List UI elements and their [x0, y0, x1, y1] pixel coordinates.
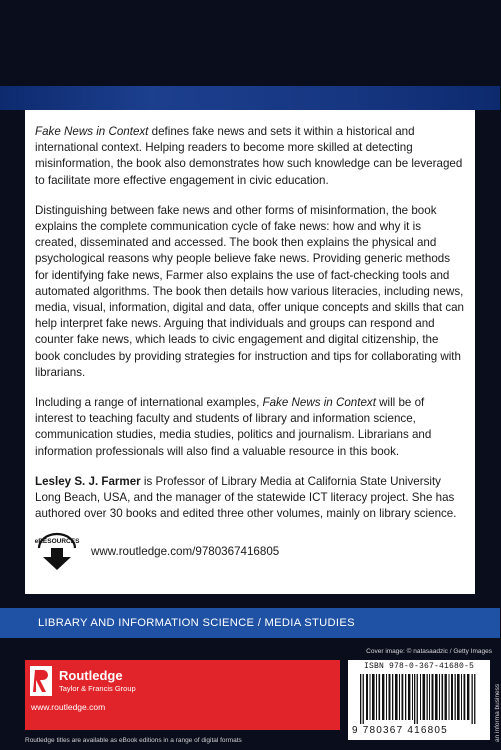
- cover-blue-stripe: [0, 86, 500, 110]
- routledge-logo-icon: [30, 666, 52, 696]
- barcode-digit-rest: 780367 416805: [362, 725, 448, 736]
- book-title-inline: Fake News in Context: [262, 396, 376, 410]
- cover-top-band: [0, 0, 500, 86]
- publisher-box: [25, 660, 340, 730]
- blurb-paragraph-3: [35, 395, 465, 460]
- blurb-text: defines fake news and sets it within a historical and international context. Helping readers to become more skilled at detecting misinformation, the book also demonstrates how such knowledge can be leveraged to facilitate more effective engagement in civic education.: [35, 125, 463, 187]
- publisher-group: Taylor & Francis Group: [59, 684, 136, 693]
- barcode: [360, 674, 478, 724]
- subject-label: LIBRARY AND INFORMATION SCIENCE / MEDIA STUDIES: [38, 617, 355, 629]
- barcode-digits: [352, 725, 448, 736]
- blurb-text: Including a range of international examples,: [35, 396, 263, 410]
- isbn-label: ISBN 978-0-367-41680-5: [363, 662, 475, 671]
- informa-label: an informa business: [494, 683, 501, 742]
- eresources-badge-text: eRESOURCES: [34, 538, 80, 546]
- publisher-link[interactable]: www.routledge.com: [31, 702, 106, 712]
- blurb-paragraph-1: [35, 124, 465, 189]
- resources-link[interactable]: www.routledge.com/9780367416805: [91, 545, 280, 559]
- isbn-box: [348, 660, 490, 740]
- book-title-inline: Fake News in Context: [35, 125, 149, 138]
- eresources-icon: [35, 532, 79, 572]
- publisher-name: Routledge: [59, 668, 123, 683]
- ebook-note: Routledge titles are available as eBook editions in a range of digital formats: [25, 737, 242, 744]
- author-bio: [35, 474, 465, 523]
- barcode-digit-first: 9: [352, 725, 359, 736]
- cover-credit: Cover image: © natasaadzic / Getty Images: [366, 648, 492, 655]
- blurb-text: will be of interest to teaching faculty and students of library and information science, communication studies, media studies, politics and journalism. Librarians and information professionals will also find a valuable resource in this book.: [35, 396, 432, 458]
- subject-bar: [0, 608, 500, 638]
- eresources-row: [35, 532, 465, 572]
- author-bio-text: is Professor of Library Media at California State University Long Beach, USA, and the manager of the statewide ICT literacy project. She has authored over 30 books and edited three other volumes, mainly on library science.: [35, 474, 457, 521]
- blurb-paragraph-2: Distinguishing between fake news and other forms of misinformation, the book explains the complete communication cycle of fake news: how and why it is created, disseminated and accessed. The book then explains the physical and psychological reasons why people believe fake news. Providing generic methods for identifying fake news, Farmer also explains the use of fact-checking tools and automated algorithms. The book then details how various literacies, including news, media, visual, information, digital and data, offer unique concepts and skills that can help interpret fake news. Arguing that individuals and groups can respond and counter fake news, which leads to civic engagement and digital citizenship, the book concludes by providing strategies for instruction and tips for collaborating with librarians.: [35, 203, 465, 379]
- blurb-panel: [25, 110, 475, 594]
- author-name: Lesley S. J. Farmer: [35, 474, 141, 488]
